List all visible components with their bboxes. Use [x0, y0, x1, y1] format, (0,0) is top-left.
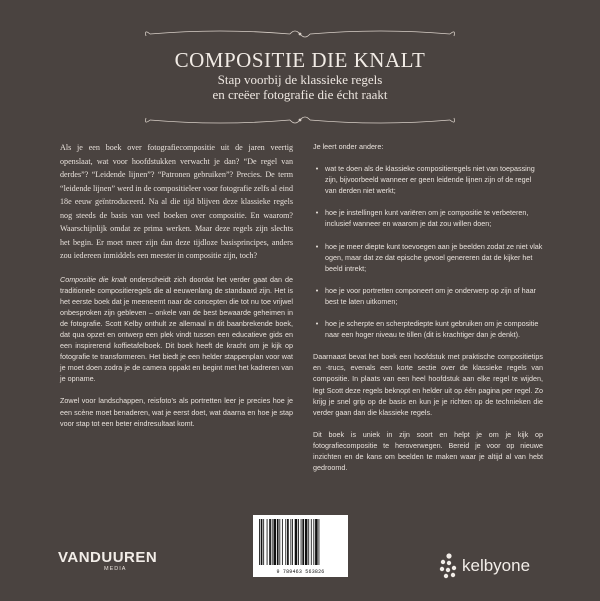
barcode-icon — [257, 519, 344, 565]
list-item-text: hoe je instellingen kunt variëren om je compositie te verbeteren, inclusief wanneer en waarom je dat zou willen doen; — [325, 208, 529, 229]
bullet-icon: • — [315, 164, 319, 174]
description-text: onderscheidt zich doordat het verder gaat dan de traditionele compositieregels die al eeuwenlang de standaard zijn. Het is het eerste boek dat je meeneemt naar de concepten die tot nu toe vrijwel onbesproken zijn gebleven – onkele van de best bewaarde geheimen in de fotografie. Scott Kelby onthult ze allemaal in dit baanbrekende boek, dat qua opzet en ontwerp een plek vindt tussen een educatieve gids en een inspirerend koffietafelboek. Dit boek heeft de kracht om je kijk op fotografie te transformeren. Het biedt je een helder stappenplan voor wat je moet doen zodra je de camera oppakt en begint met het kadreren van je opname. — [60, 274, 293, 384]
contents-paragraph: Daarnaast bevat het boek een hoofdstuk met praktische compositietips en -trucs, evenals een korte sectie over de klassieke regels van compositie. In plaats van een heel hoofdstuk aan elke regel te wijden, legt Scott deze regels beknopt en helder uit op één pagina per regel. Zo krijg je snel grip op de basis en kun je je richten op de technieken die verder gaan dan die klassieke regels. — [313, 352, 543, 417]
bullet-icon: • — [315, 319, 319, 329]
isbn-barcode — [253, 515, 348, 577]
kelbyone-wordmark: kelbyone — [462, 556, 531, 575]
isbn-number: 9 789463 563826 — [276, 569, 325, 575]
top-ornament — [140, 26, 460, 42]
list-item — [313, 318, 543, 340]
list-item-text: hoe je meer diepte kunt toevoegen aan je beelden zodat ze niet vlak ogen, maar dat ze dat epische gevoel genereren dat de kijker het beeld intrekt; — [325, 241, 543, 273]
bullet-icon: • — [315, 285, 319, 295]
list-item — [313, 241, 543, 274]
right-column — [313, 141, 543, 484]
book-description-paragraph — [60, 274, 293, 385]
list-item-text: hoe je scherpte en scherptediepte kunt gebruiken om je compositie naar een hoger niveau te tillen (dit is krachtiger dan je denkt). — [325, 319, 539, 340]
left-column — [60, 141, 293, 440]
book-title-italic: Compositie die knalt — [60, 274, 127, 284]
list-item — [313, 207, 543, 229]
list-item-text: wat te doen als de klassieke compositieregels niet van toepassing zijn, bijvoorbeeld wanneer er geen leidende lijnen zijn of de regel van derden niet werkt; — [325, 164, 535, 196]
publisher-logo-sub: MEDIA — [104, 566, 127, 572]
kelbyone-mark-icon — [438, 553, 460, 579]
intro-paragraph: Als je een boek over fotografiecompositie uit de jaren veertig openslaat, wat voor hoofdstukken verwacht je dan? “De regel van derdes”? “Leidende lijnen”? “Patronen gebruiken”? Precies. De term “leidende lijnen” werd in de compositieleer voor fotografie zelfs al eind 18e eeuw geïntroduceerd. Na al die tijd blijven deze klassieke regels nog steeds de basis van veel boeken over compositie. En waarom? Waarschijnlijk omdat ze prima werken. Maar deze regels zijn slechts het begin. Er moet meer zijn dan deze tijdloze basisprincipes, anders zou iedereen inmiddels een meester in compositie zijn, toch? — [60, 143, 293, 260]
closing-paragraph: Dit boek is uniek in zijn soort en helpt je om je kijk op fotografiecompositie te heroverwegen. Bereid je voor op nieuwe inzichten en de kans om beelden te maken waar je altijd al van hebt gedroomd. — [313, 429, 543, 473]
learn-intro: Je leert onder andere: — [313, 142, 384, 151]
book-subtitle — [0, 72, 600, 102]
approach-paragraph: Zowel voor landschappen, reisfoto’s als portretten leer je precies hoe je een scène moet benaderen, wat je eerst doet, wat daarna en hoe je stap voor stap tot een beter eindresultaat komt. — [60, 396, 293, 428]
subtitle-line-1: Stap voorbij de klassieke regels — [217, 72, 383, 87]
learn-list — [313, 163, 543, 340]
list-item — [313, 163, 543, 196]
bullet-icon: • — [315, 208, 319, 218]
subtitle-line-2: en creëer fotografie die écht raakt — [212, 87, 388, 102]
list-item — [313, 285, 543, 307]
kelbyone-logo — [438, 553, 548, 579]
bottom-ornament — [140, 112, 460, 128]
book-title: COMPOSITIE DIE KNALT — [174, 48, 426, 72]
list-item-text: hoe je voor portretten componeert om je onderwerp op zijn of haar best te laten uitkomen; — [325, 285, 536, 306]
flourish-icon — [140, 26, 460, 42]
bullet-icon: • — [315, 241, 319, 251]
publisher-logo: VANDUUREN — [58, 549, 158, 566]
flourish-icon — [140, 112, 460, 128]
